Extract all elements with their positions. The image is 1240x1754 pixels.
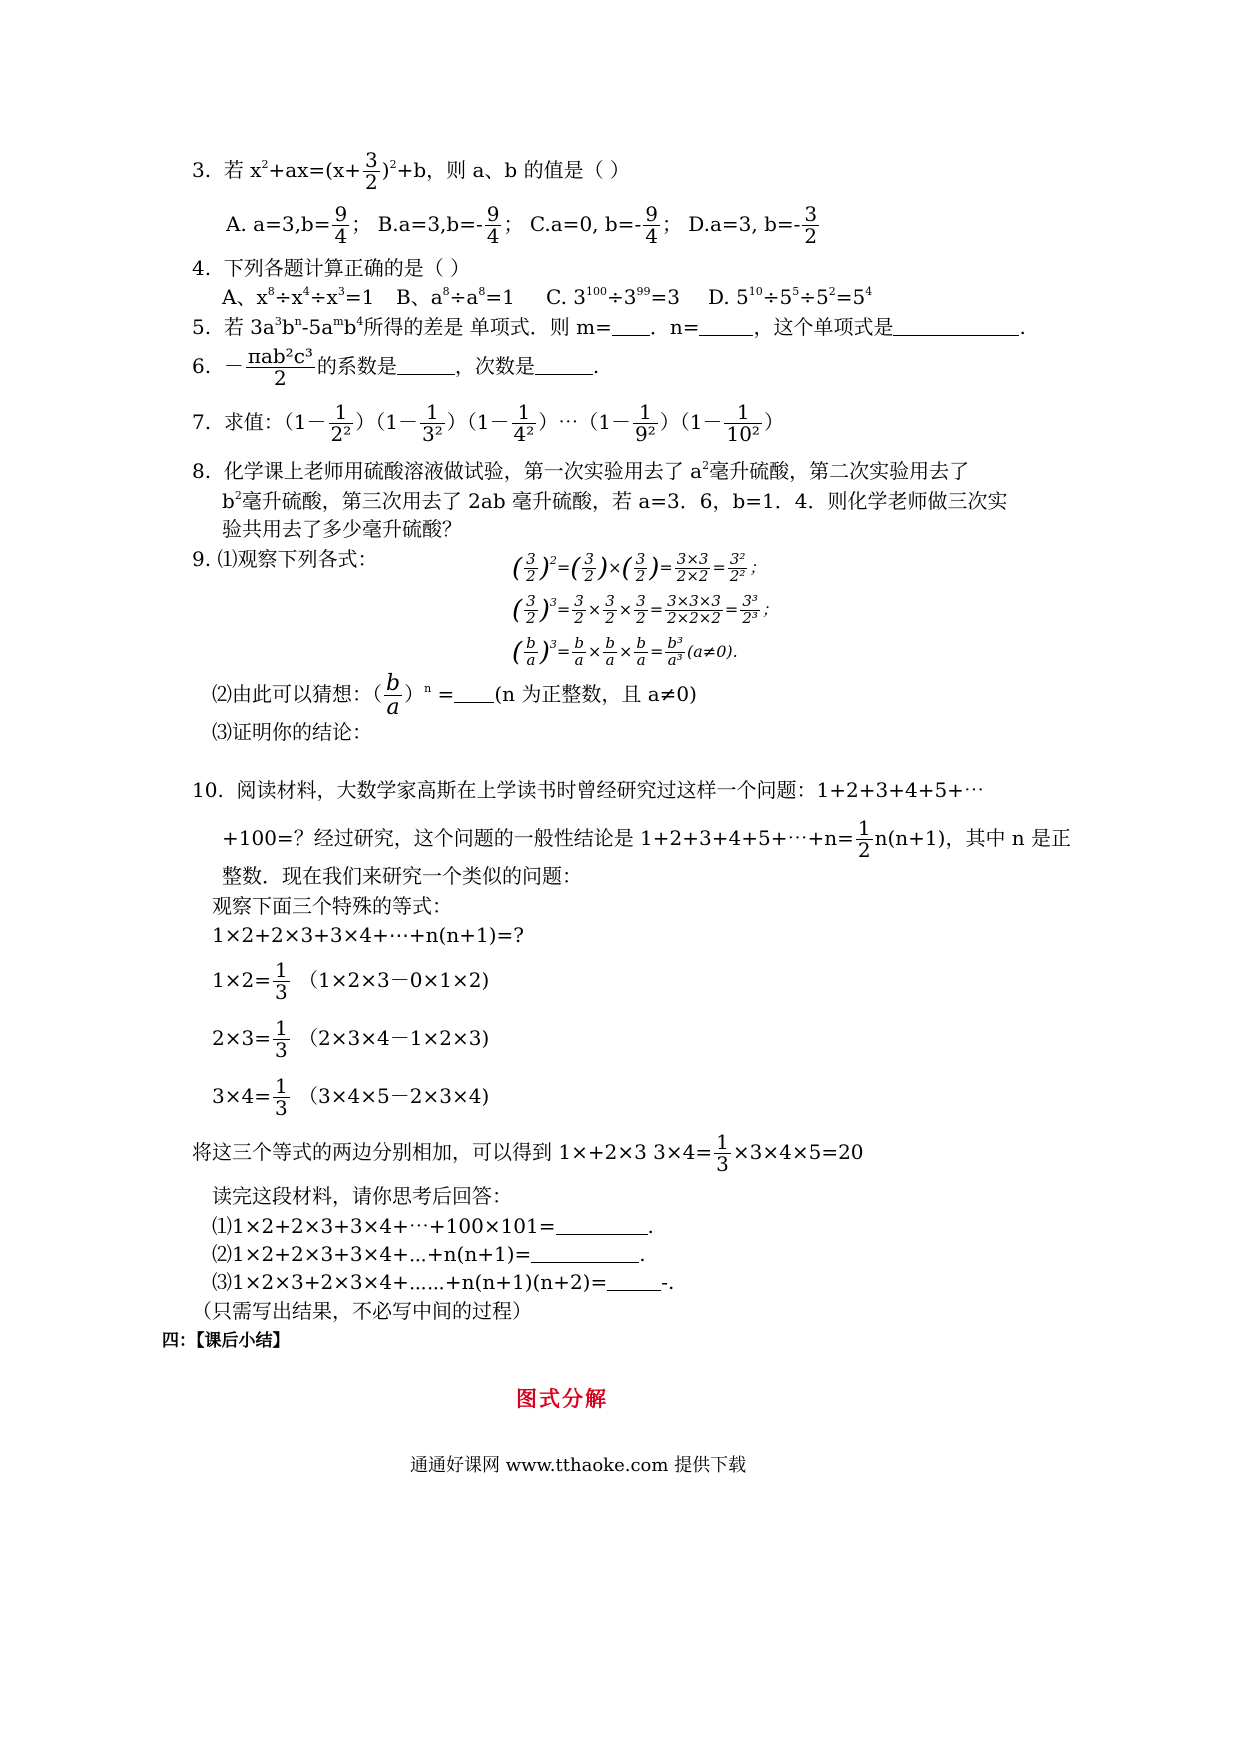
q9-part1: 9. ⑴观察下列各式：	[192, 547, 378, 571]
q10-identity-2: 2×3= $\frac{1}{3}$ （2×3×4－1×2×3)	[212, 1016, 490, 1062]
q3-stem: 3. 若 $x^2+ax=(x+$ $\frac{3}{2}$ )$^2$+b，则 a、b 的值是（ ）	[192, 148, 630, 194]
section-summary-heading: 四：【课后小结】	[162, 1331, 290, 1351]
q5-line: 5. 若 $3a^3b^n-5a^mb^4$所得的差是 单项式．则 m= ．n= ，这个单项式是 .	[192, 315, 1026, 339]
q3-option-c: C.a=0, b=- $\frac{9}{4}$ ；	[529, 202, 682, 248]
q9-equation-3: ( $\frac{b}{a}$ )$^3$= $\frac{b}{a}$ × $\frac{b}{a}$ × $\frac{b}{a}$ = $\frac{\text{b³}}{\text{a³}}$ (a≠0).	[512, 634, 738, 669]
q8-line1: 8. 化学课上老师用硫酸溶液做试验，第一次实验用去了 $a^2$毫升硫酸，第二次实验用去了	[192, 459, 970, 483]
q10-blank-3[interactable]	[607, 1272, 661, 1291]
q10-answer-3: ⑶1×2×3+2×3×4+⋯⋯+n(n+1)(n+2)= -.	[212, 1270, 675, 1294]
q5-blank-monomial[interactable]	[893, 317, 1019, 336]
q7-line: 7. 求值：（1－ $\frac{1}{\text{2²}}$ ）（1－ $\frac{1}{\text{3²}}$ ）（1－ $\frac{1}{\text{4²}}$ ）⋯（1－ $\frac{1}{\text{9²}}$ ）（1－ $\frac{1}{\text{10²}}$ ）	[192, 400, 784, 446]
q6-line: 6. － $\frac{\text{πab²c³}}{2}$ 的系数是 ，次数是 .	[192, 344, 600, 390]
q6-blank-coefficient[interactable]	[397, 356, 455, 375]
q4-options	[222, 286, 374, 307]
q10-answer-1: ⑴1×2+2×3+3×4+⋯+100×101= .	[212, 1214, 654, 1238]
q4-option-a: A、$x^8\div x^4\div x^3=1$	[222, 285, 375, 309]
diagram-title: 图式分解	[516, 1386, 608, 1411]
q4-stem: 4. 下列各题计算正确的是（ ）	[192, 256, 471, 280]
q10-line2: +100=？经过研究，这个问题的一般性结论是 1+2+3+4+5+⋯+n= $\frac{1}{2}$ n(n+1)，其中 n 是正	[222, 816, 1072, 862]
q10-read: 读完这段材料，请你思考后回答：	[212, 1184, 512, 1208]
q8-line3: 验共用去了多少毫升硫酸？	[222, 517, 462, 541]
q3-option-a: A. a=3,b= $\frac{9}{4}$ ；	[226, 202, 372, 248]
q5-blank-m[interactable]	[612, 317, 650, 336]
q3-option-d: D.a=3, b=- $\frac{3}{2}$	[688, 202, 818, 248]
q10-blank-2[interactable]	[531, 1244, 639, 1263]
q9-equation-2: ( $\frac{3}{2}$ )$^3$= $\frac{3}{2}$ × $\frac{3}{2}$ × $\frac{3}{2}$ = $\frac{3\times 3\times 3}{2\times 2\times 2}$ = $\frac{\text{3³}}{\text{2³}}$ ；	[512, 592, 778, 627]
q5-blank-n[interactable]	[699, 317, 753, 336]
q9-part3: ⑶证明你的结论：	[212, 720, 372, 744]
q10-line5: 1×2+2×3+3×4+⋯+n(n+1)=?	[212, 923, 524, 947]
q4-option-d: D. $5^{10}\div 5^5\div 5^2=5^4$	[708, 285, 873, 309]
q6-blank-degree[interactable]	[535, 356, 593, 375]
q4-option-b: B、$a^8\div a^8=1$	[396, 285, 515, 309]
q10-note: （只需写出结果，不必写中间的过程）	[192, 1299, 532, 1323]
q10-answer-2: ⑵1×2+2×3+3×4+⋯+n(n+1)= .	[212, 1242, 646, 1266]
q9-part2: ⑵由此可以猜想：（ $\frac{b}{a}$ ）$^n$ = (n 为正整数，且 a≠0)	[212, 671, 697, 721]
q9-equation-1: ( $\frac{3}{2}$ )$^2$=( $\frac{3}{2}$ )×( $\frac{3}{2}$ )= $\frac{3\times 3}{2\times 2}$ = $\frac{\text{3²}}{\text{2²}}$ ；	[512, 550, 766, 585]
q10-identity-1: 1×2= $\frac{1}{3}$ （1×2×3－0×1×2)	[212, 958, 490, 1004]
q10-line1: 10. 阅读材料，大数学家高斯在上学读书时曾经研究过这样一个问题：1+2+3+4+5+⋯	[192, 778, 984, 802]
q10-line4: 观察下面三个特殊的等式：	[212, 894, 452, 918]
page-footer: 通通好课网 www.tthaoke.com 提供下载	[410, 1455, 747, 1476]
q4-option-c: C. $3^{100}\div 3^{99}=3$	[546, 285, 680, 309]
q3-options	[226, 204, 821, 247]
q10-blank-1[interactable]	[556, 1216, 648, 1235]
q10-identity-3: 3×4= $\frac{1}{3}$ （3×4×5－2×3×4)	[212, 1074, 490, 1120]
q3-fraction: $\frac{3}{2}$	[365, 148, 378, 194]
q10-sum-line: 将这三个等式的两边分别相加，可以得到 1×+2×3 3×4= $\frac{1}{3}$ ×3×4×5=20	[192, 1130, 864, 1176]
q3-option-b: B.a=3,b=- $\frac{9}{4}$ ；	[377, 202, 524, 248]
q9-blank-guess[interactable]	[454, 684, 494, 703]
q6-fraction: $\frac{\text{πab²c³}}{2}$	[247, 344, 313, 390]
q10-line3: 整数．现在我们来研究一个类似的问题：	[222, 864, 582, 888]
q8-line2: $b^2$毫升硫酸，第三次用去了 2ab 毫升硫酸，若 a=3．6，b=1．4．则化学老师做三次实	[222, 489, 1008, 513]
